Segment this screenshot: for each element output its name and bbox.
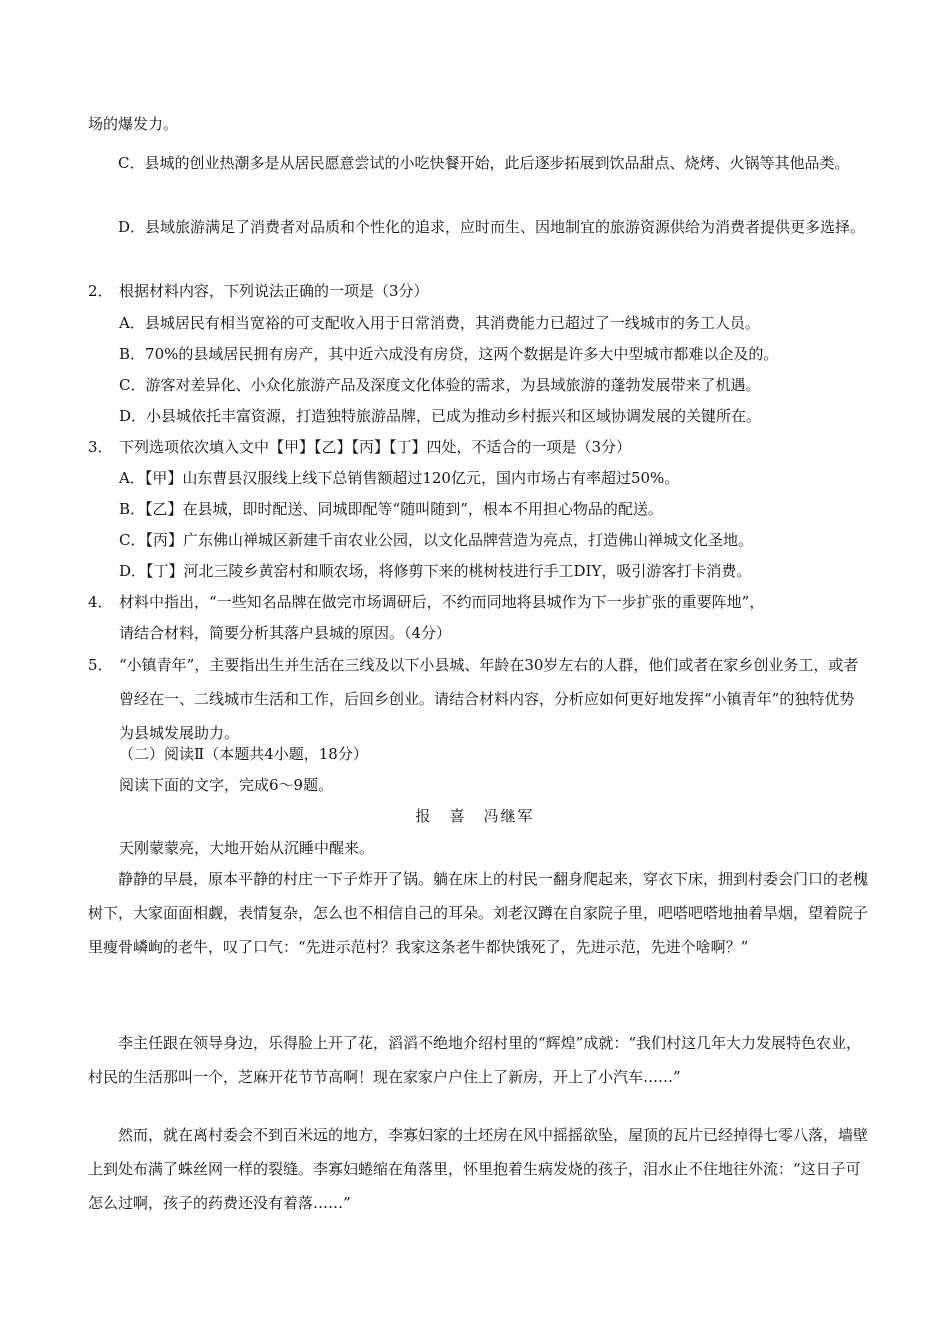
- story-paragraph-3: 李主任跟在领导身边，乐得脸上开了花，滔滔不绝地介绍村里的“辉煌”成就：“我们村这几年大力发展特色农业，村民的生活那叫一个，芝麻开花节节高啊！现在家家户户住上了新房，开上了小汽车……”: [88, 1034, 862, 1086]
- section2-heading: （二）阅读Ⅱ（本题共4小题，18分）: [119, 745, 368, 763]
- story-paragraph-4: 然而，就在离村委会不到百米远的地方，李寡妇家的土坯房在风中摇摇欲坠，屋顶的瓦片已经掉得七零八落，墙壁上到处布满了蛛丝网一样的裂缝。李寡妇蜷缩在角落里，怀里抱着生病发烧的孩子，泪水止不住地往外流：“这日子可怎么过啊，孩子的药费还没有着落……”: [88, 1126, 869, 1212]
- q5-number: 5．: [88, 656, 113, 674]
- q1-option-d: D．县域旅游满足了消费者对品质和个性化的追求，应时而生、因地制宜的旅游资源供给为消费者提供更多选择。: [118, 218, 866, 236]
- q3-option-c: C．【丙】广东佛山禅城区新建千亩农业公园，以文化品牌营造为亮点，打造佛山禅城文化圣地。: [119, 531, 753, 549]
- q1-option-c: C．县城的创业热潮多是从居民愿意尝试的小吃快餐开始，此后逐步拓展到饮品甜点、烧烤、火锅等其他品类。: [118, 154, 850, 172]
- q2-option-d: D．小县城依托丰富资源，打造独特旅游品牌，已成为推动乡村振兴和区域协调发展的关键所在。: [119, 407, 762, 425]
- q2-option-a: A．县城居民有相当宽裕的可支配收入用于日常消费，其消费能力已超过了一线城市的务工人员。: [119, 314, 760, 332]
- q2-stem: 根据材料内容，下列说法正确的一项是（3分）: [119, 282, 429, 300]
- q4-number: 4．: [88, 593, 113, 611]
- story-paragraph-2: 静静的早晨，原本平静的村庄一下子炸开了锅。躺在床上的村民一翻身爬起来，穿衣下床，拥到村委会门口的老槐树下，大家面面相觑，表情复杂，怎么也不相信自己的耳朵。刘老汉蹲在自家院子里，吧嗒吧嗒地抽着旱烟，望着院子里瘦骨嶙峋的老牛，叹了口气：“先进示范村？我家这条老牛都快饿死了，先进示范，先进个啥啊？”: [88, 870, 869, 956]
- q4-line2: 请结合材料，简要分析其落户县城的原因。（4分）: [119, 624, 452, 642]
- q3-option-d: D．【丁】河北三陵乡黄窑村和顺农场，将修剪下来的桃树枝进行手工DIY，吸引游客打卡消费。: [119, 562, 752, 580]
- section2-instruction: 阅读下面的文字，完成6～9题。: [119, 776, 334, 794]
- q5-text: “小镇青年”，主要指出生并生活在三线及以下小县城、年龄在30岁左右的人群，他们或者在家乡创业务工，或者曾经在一、二线城市生活和工作，后回乡创业。请结合材料内容，分析应如何更好地发挥“小镇青年”的独特优势为县城发展助力。: [119, 656, 859, 742]
- q3-stem: 下列选项依次填入文中【甲】【乙】【丙】【丁】四处，不适合的一项是（3分）: [119, 438, 632, 456]
- q2-option-c: C．游客对差异化、小众化旅游产品及深度文化体验的需求，为县域旅游的蓬勃发展带来了机遇。: [119, 376, 761, 394]
- q1-option-b-tail: 场的爆发力。: [88, 115, 179, 133]
- q3-option-a: A．【甲】山东曹县汉服线上线下总销售额超过120亿元，国内市场占有率超过50%。: [119, 469, 680, 487]
- q2-option-b: B．70%的县域居民拥有房产，其中近六成没有房贷，这两个数据是许多大中型城市都难以企及的。: [119, 345, 779, 363]
- q3-number: 3．: [88, 438, 113, 456]
- story-title: 报 喜 冯继军: [415, 807, 535, 825]
- q4-line1: 材料中指出，“一些知名品牌在做完市场调研后，不约而同地将县城作为下一步扩张的重要阵地”，: [119, 593, 765, 611]
- q2-number: 2．: [88, 282, 113, 300]
- story-paragraph-1: 天刚蒙蒙亮，大地开始从沉睡中醒来。: [119, 839, 375, 857]
- q3-option-b: B．【乙】在县城，即时配送、同城即配等“随叫随到”，根本不用担心物品的配送。: [119, 500, 663, 518]
